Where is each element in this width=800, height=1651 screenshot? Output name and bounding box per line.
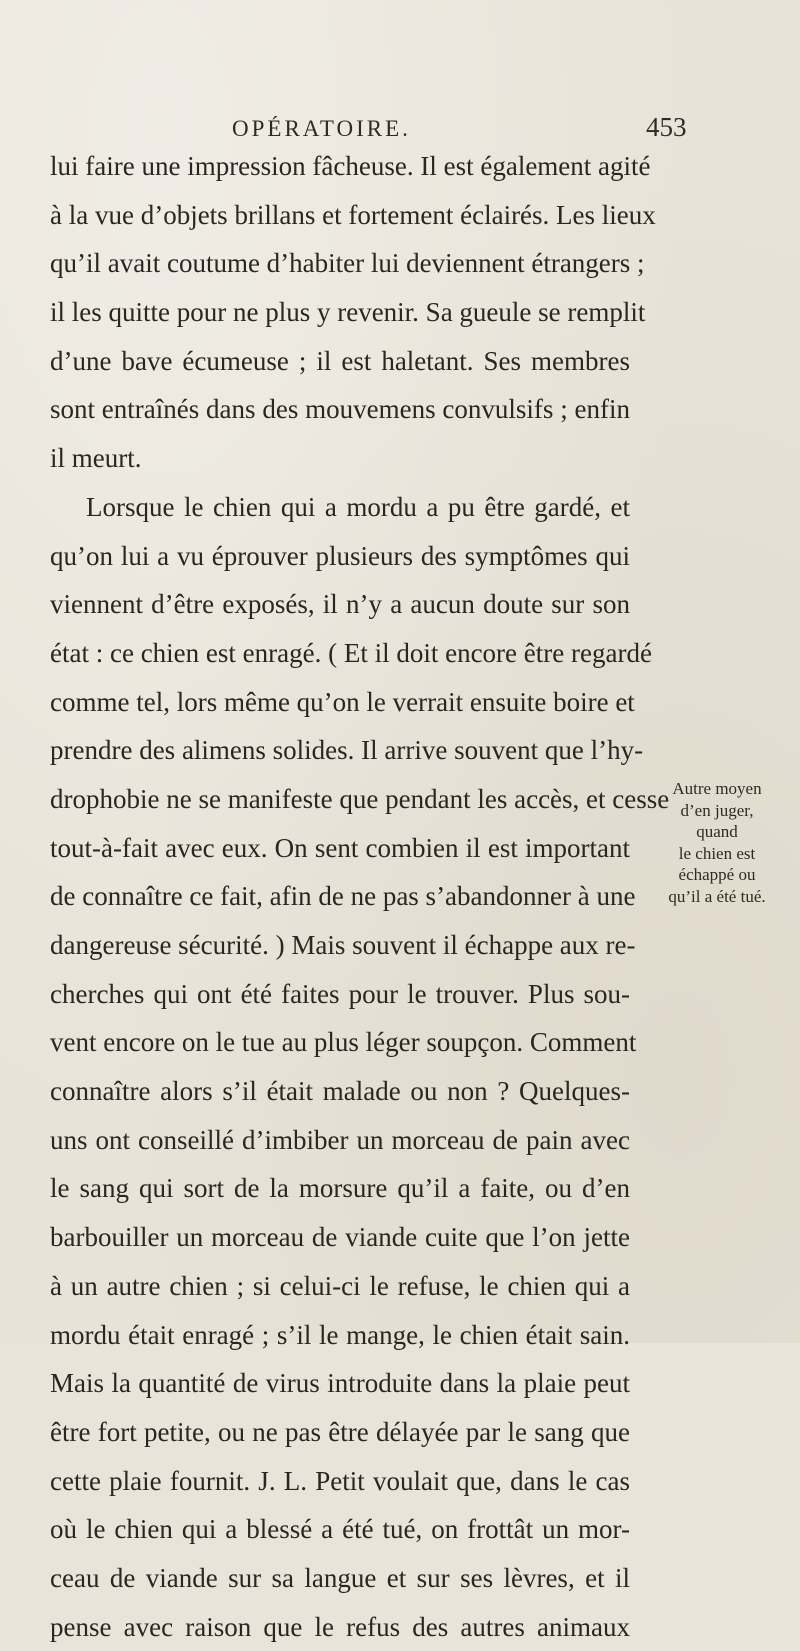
margin-note-line: Autre moyen (672, 779, 762, 798)
margin-note-line: qu’il a été tué. (668, 886, 766, 906)
text-line: le sang qui sort de la morsure qu’il a faite, ou d’en (50, 1173, 630, 1204)
text-line: état : ce chien est enragé. ( Et il doit encore être regardé (50, 637, 652, 668)
margin-note-line: d’en juger, (680, 800, 754, 820)
margin-note (652, 778, 782, 907)
text-line: il les quitte pour ne plus y revenir. Sa gueule se remplit (50, 297, 646, 328)
text-line: il meurt. (50, 443, 142, 474)
page-number: 453 (646, 112, 687, 142)
text-line: vent encore on le tue au plus léger soupçon. Comment (50, 1027, 637, 1058)
text-line: uns ont conseillé d’imbiber un morceau de pain avec (50, 1124, 630, 1155)
text-line: qu’il avait coutume d’habiter lui deviennent étrangers ; (50, 248, 645, 279)
text-line: barbouiller un morceau de viande cuite que l’on jette (50, 1222, 630, 1253)
margin-note-line: échappé ou (678, 865, 756, 884)
text-line: Lorsque le chien qui a mordu a pu être gardé, et (86, 491, 630, 522)
text-line: être fort petite, ou ne pas être délayée par le sang que (50, 1416, 630, 1447)
text-line: prendre des alimens solides. Il arrive souvent que l’hy- (50, 735, 644, 766)
text-line: viennent d’être exposés, il n’y a aucun doute sur son (50, 589, 630, 620)
text-line: tout-à-fait avec eux. On sent combien il est important (50, 832, 630, 863)
margin-note-line: quand (696, 822, 738, 841)
text-line: ceau de viande sur sa langue et sur ses lèvres, et il (50, 1562, 630, 1593)
text-line: lui faire une impression fâcheuse. Il est également agité (50, 151, 651, 181)
text-line: Mais la quantité de virus introduite dans la plaie peut (50, 1368, 630, 1399)
text-line: où le chien qui a blessé a été tué, on frottât un mor- (50, 1514, 630, 1545)
text-line: à la vue d’objets brillans et fortement éclairés. Les lieux (50, 199, 656, 230)
body-text (50, 142, 670, 1651)
text-line: d’une bave écumeuse ; il est haletant. Ses membres (50, 345, 630, 376)
text-line: de connaître ce fait, afin de ne pas s’abandonner à une (50, 881, 636, 912)
text-line: cette plaie fournit. J. L. Petit voulait que, dans le cas (50, 1465, 630, 1496)
text-line: comme tel, lors même qu’on le verrait ensuite boire et (50, 686, 635, 717)
text-line: drophobie ne se manifeste que pendant les accès, et cesse (50, 783, 670, 814)
text-line: dangereuse sécurité. ) Mais souvent il échappe aux re- (50, 930, 636, 960)
running-head: OPÉRATOIRE. (232, 116, 411, 141)
margin-note-line: le chien est (678, 843, 756, 863)
text-line: à un autre chien ; si celui-ci le refuse, le chien qui a (50, 1270, 630, 1301)
text-line: pense avec raison que le refus des autres animaux (50, 1611, 630, 1642)
text-line: mordu était enragé ; s’il le mange, le chien était sain. (50, 1319, 630, 1350)
text-line: sont entraînés dans des mouvemens convulsifs ; enfin (50, 394, 630, 425)
text-line: qu’on lui a vu éprouver plusieurs des symptômes qui (50, 540, 630, 571)
text-line: cherches qui ont été faites pour le trouver. Plus sou- (50, 978, 630, 1009)
text-line: connaître alors s’il était malade ou non ? Quelques- (50, 1076, 630, 1107)
